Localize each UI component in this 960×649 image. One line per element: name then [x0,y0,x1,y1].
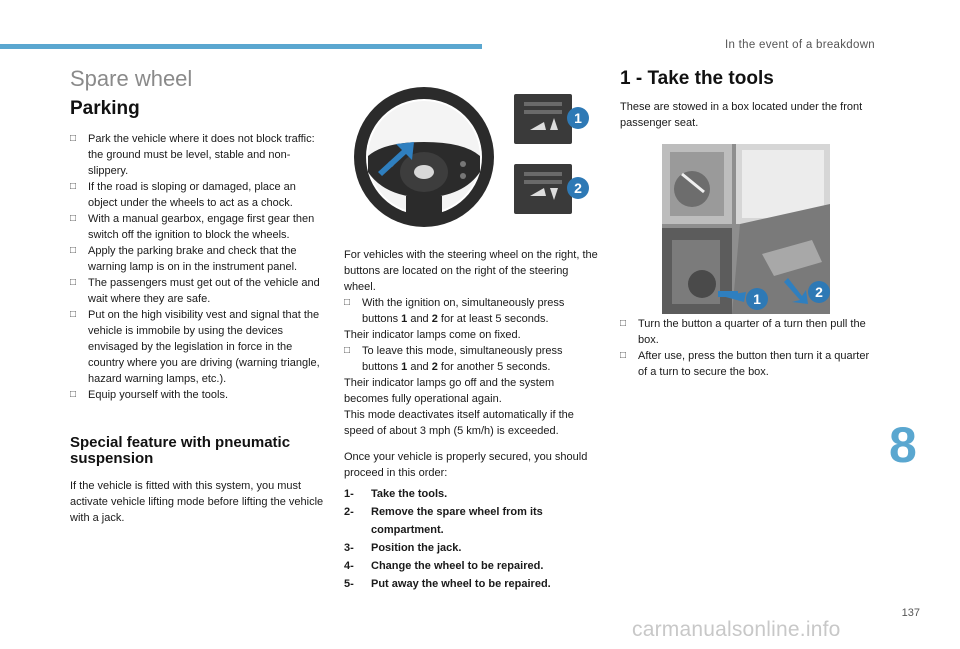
indicator-on-text: Their indicator lamps come on fixed. [344,329,521,341]
badge-1: 1 [567,107,589,129]
checkbox-bullet-icon: □ [344,297,351,308]
list-item: □ With the ignition on, simultaneously press buttons 1 and 2 for at least 5 seconds. [344,297,565,325]
mode-list-2 [344,343,600,375]
checkbox-bullet-icon: □ [620,318,627,329]
list-item: □ Park the vehicle where it does not block traffic: the ground must be level, stable and non-slippery. [70,133,315,177]
secured-text: Once your vehicle is properly secured, you should proceed in this order: [344,451,588,479]
chapter-number: 8 [889,417,917,473]
mode-list [344,295,600,327]
checkbox-bullet-icon: □ [70,213,77,224]
tools-list-container [620,316,872,380]
tool-badge-1: 1 [746,288,768,310]
checkbox-bullet-icon: □ [70,181,77,192]
list-item: □ If the road is sloping or damaged, place an object under the wheels to act as a chock. [70,181,296,209]
list-item: 3- Position the jack. [344,542,462,554]
list-item: □ With a manual gearbox, engage first gear then switch off the ignition to block the wheels. [70,213,315,241]
list-item: □ Turn the button a quarter of a turn then pull the box. [620,318,866,346]
checkbox-bullet-icon: □ [70,309,77,320]
page-title: Spare wheel [70,66,193,91]
list-item: □ To leave this mode, simultaneously press buttons 1 and 2 for another 5 seconds. [344,345,563,373]
intro-text: For vehicles with the steering wheel on the right, the buttons are located on the right of the steering wheel. [344,249,598,293]
checkbox-bullet-icon: □ [344,345,351,356]
list-item: 2- Remove the spare wheel from its compartment. [344,506,543,536]
middle-text-block [344,247,600,481]
list-item: □ Equip yourself with the tools. [70,389,229,401]
procedure-steps [344,485,600,593]
button-panel-1 [514,94,572,144]
steering-wheel-illustration [344,72,602,234]
list-item: 5- Put away the wheel to be repaired. [344,578,551,590]
parking-list-container [70,131,328,403]
list-item: 1- Take the tools. [344,488,448,500]
header-accent-bar [0,44,482,49]
checkbox-bullet-icon: □ [70,245,77,256]
watermark: carmanualsonline.info [632,618,841,641]
parking-list [70,131,328,403]
tools-list [620,316,872,380]
badge-2: 2 [567,177,589,199]
checkbox-bullet-icon: □ [70,277,77,288]
page-number: 137 [901,607,920,619]
special-feature-heading: Special feature with pneumatic suspension [70,434,291,467]
list-item: 4- Change the wheel to be repaired. [344,560,544,572]
take-tools-heading: 1 - Take the tools [620,68,774,89]
list-item: □ The passengers must get out of the vehicle and wait where they are safe. [70,277,320,305]
tool-box-illustration [662,144,830,314]
list-item: □ Put on the high visibility vest and signal that the vehicle is immobile by using the devices envisaged by the legislation in force in the country where you are driving (warning triangle, hazard warning lamps, etc.). [70,309,320,385]
list-item: □ Apply the parking brake and check that the warning lamp is on in the instrument panel. [70,245,298,273]
indicator-off-text: Their indicator lamps go off and the system becomes fully operational again. [344,377,555,405]
tool-badge-2: 2 [808,281,830,303]
tools-intro: These are stowed in a box located under the front passenger seat. [620,101,863,129]
checkbox-bullet-icon: □ [70,389,77,400]
checkbox-bullet-icon: □ [70,133,77,144]
checkbox-bullet-icon: □ [620,350,627,361]
list-item: □ After use, press the button then turn it a quarter of a turn to secure the box. [620,350,870,378]
deactivate-text: This mode deactivates itself automatically if the speed of about 3 mph (5 km/h) is exceeded. [344,409,574,437]
special-feature-text: If the vehicle is fitted with this system, you must activate vehicle lifting mode before lifting the vehicle with a jack. [70,480,324,524]
parking-heading: Parking [70,98,140,119]
section-title: In the event of a breakdown [724,39,875,51]
